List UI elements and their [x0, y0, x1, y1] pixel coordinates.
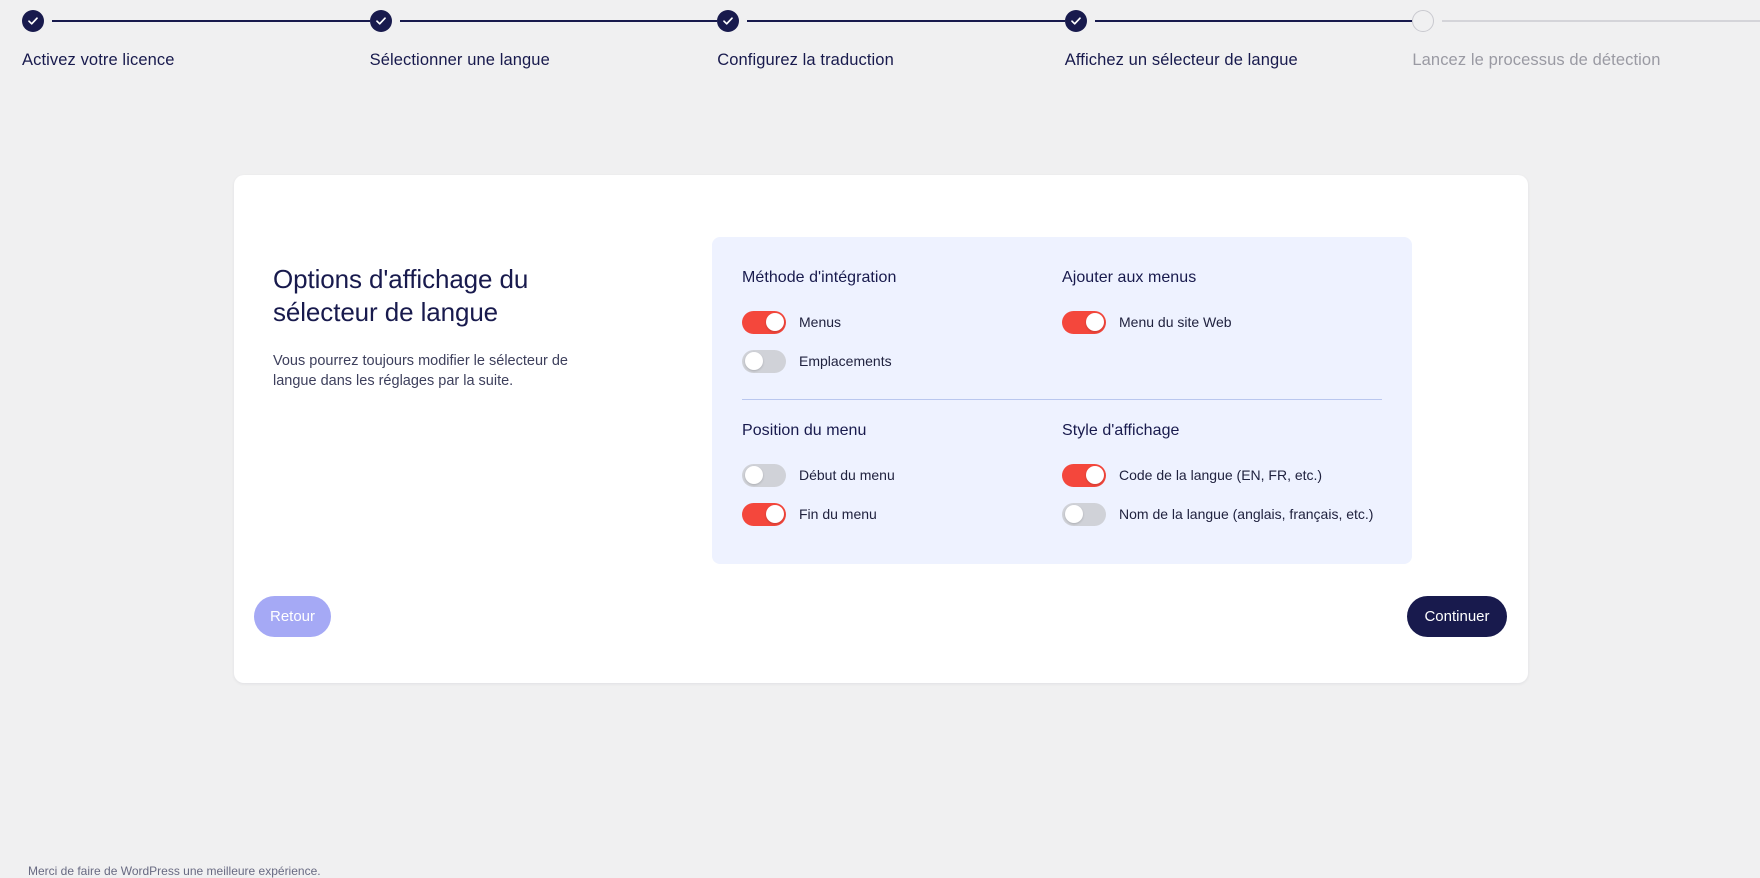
option-menus[interactable] [742, 305, 1062, 339]
option-emplacements-label: Emplacements [799, 353, 892, 369]
stepper-step-3-label: Configurez la traduction [717, 51, 894, 69]
toggle-knob [745, 466, 763, 484]
option-menu-start-label: Début du menu [799, 467, 895, 483]
stepper-step-1-label: Activez votre licence [22, 51, 175, 69]
stepper-step-2-label: Sélectionner une langue [369, 51, 550, 69]
toggle-emplacements[interactable] [742, 350, 786, 373]
toggle-menu-start[interactable] [742, 464, 786, 487]
add-to-menus-title: Ajouter aux menus [1062, 269, 1197, 286]
display-style-title: Style d'affichage [1062, 422, 1180, 439]
stepper-connector [1095, 20, 1413, 22]
stepper-connector [400, 20, 718, 22]
check-circle-icon [717, 10, 739, 32]
stepper-step-3-track [717, 0, 1065, 42]
toggle-knob [1086, 313, 1104, 331]
toggle-menus[interactable] [742, 311, 786, 334]
display-options-panel [712, 237, 1412, 564]
continue-button[interactable]: Continuer [1407, 596, 1507, 637]
option-emplacements[interactable] [742, 344, 1062, 378]
option-menu-end[interactable] [742, 497, 1062, 531]
check-circle-icon [22, 10, 44, 32]
stepper-step-5[interactable] [1412, 0, 1760, 100]
empty-circle-icon [1412, 10, 1434, 32]
toggle-knob [1086, 466, 1104, 484]
footer-note: Merci de faire de WordPress une meilleure expérience. [28, 864, 321, 878]
display-style-group [1062, 422, 1382, 536]
stepper-connector [1442, 20, 1760, 22]
toggle-knob [1065, 505, 1083, 523]
option-language-name[interactable] [1062, 497, 1382, 531]
stepper-step-3[interactable] [717, 0, 1065, 100]
card-intro [273, 263, 603, 391]
stepper-step-1[interactable] [22, 0, 370, 100]
option-language-code[interactable] [1062, 458, 1382, 492]
check-circle-icon [1065, 10, 1087, 32]
stepper-step-2-track [370, 0, 718, 42]
option-website-menu[interactable] [1062, 305, 1382, 339]
toggle-language-name[interactable] [1062, 503, 1106, 526]
stepper-step-4-label: Affichez un sélecteur de langue [1064, 51, 1298, 69]
page-subtitle: Vous pourrez toujours modifier le sélecteur de langue dans les réglages par la suite. [273, 353, 568, 389]
stepper-step-5-track [1412, 0, 1760, 42]
integration-method-title: Méthode d'intégration [742, 269, 897, 286]
check-circle-icon [370, 10, 392, 32]
menu-position-group [742, 422, 1062, 536]
onboarding-stepper [0, 0, 1760, 100]
add-to-menus-group [1062, 269, 1382, 383]
stepper-connector [747, 20, 1065, 22]
option-menus-label: Menus [799, 314, 842, 330]
stepper-connector [52, 20, 370, 22]
stepper-step-4[interactable] [1065, 0, 1413, 100]
onboarding-card [234, 175, 1528, 683]
option-language-code-label: Code de la langue (EN, FR, etc.) [1119, 467, 1323, 483]
page-title: Options d'affichage du sélecteur de langue [273, 264, 529, 327]
toggle-knob [766, 505, 784, 523]
options-top-row [742, 269, 1382, 383]
option-menu-end-label: Fin du menu [799, 506, 877, 522]
option-menu-start[interactable] [742, 458, 1062, 492]
stepper-step-4-track [1065, 0, 1413, 42]
stepper-step-5-label: Lancez le processus de détection [1412, 51, 1661, 69]
toggle-language-code[interactable] [1062, 464, 1106, 487]
panel-divider [742, 399, 1382, 400]
toggle-knob [766, 313, 784, 331]
toggle-menu-end[interactable] [742, 503, 786, 526]
stepper-step-1-track [22, 0, 370, 42]
toggle-knob [745, 352, 763, 370]
option-website-menu-label: Menu du site Web [1119, 314, 1232, 330]
integration-method-group [742, 269, 1062, 383]
option-language-name-label: Nom de la langue (anglais, français, etc.) [1119, 506, 1374, 522]
toggle-website-menu[interactable] [1062, 311, 1106, 334]
options-bottom-row [742, 422, 1382, 536]
back-button[interactable]: Retour [254, 596, 331, 637]
stepper-step-2[interactable] [370, 0, 718, 100]
menu-position-title: Position du menu [742, 422, 867, 439]
